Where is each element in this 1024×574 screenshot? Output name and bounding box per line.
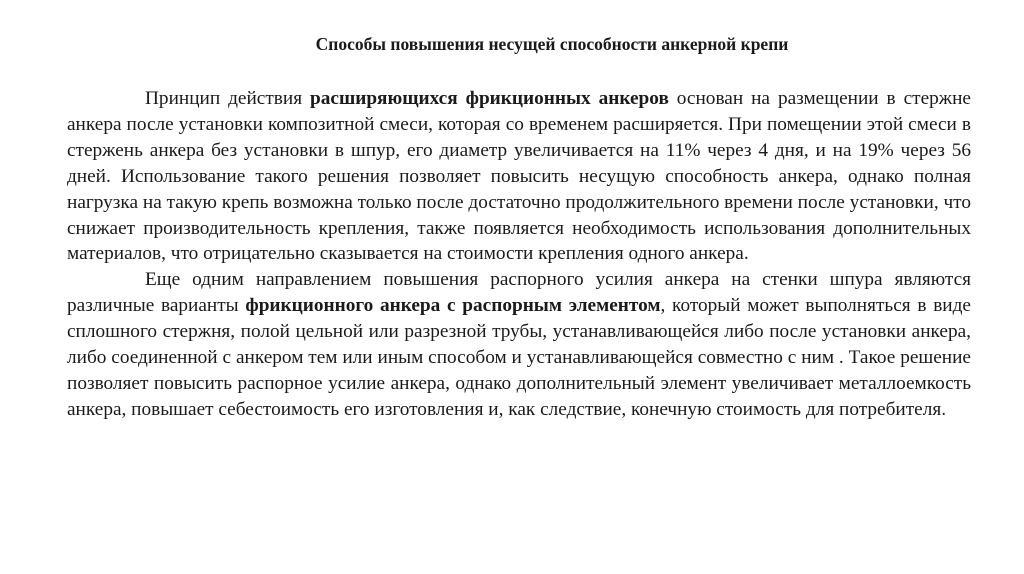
paragraph-1-text-end: основан на размещении в стержне анкера после установки композитной смеси, которая со временем расширяется. При помещении этой смеси в стержень анкера без установки в шпур, его диаметр увеличивается на 11% через 4 дня, и на 19% через 56 дней. Использование такого решения позволяет повысить несущую способность анкера, однако полная нагрузка на такую крепь возможна только после достаточно продолжительного времени после установки, что снижает производительность крепления, также появляется необходимость использования дополнительных материалов, что отрицательно сказывается на стоимости крепления одного анкера. — [67, 88, 971, 265]
paragraph-2-text-start: Еще одним направлением повышения распорного усилия анкера на стенки шпура являются различные варианты — [67, 269, 971, 317]
body-text — [67, 86, 971, 423]
paragraph-expanding-anchors — [67, 86, 971, 267]
paragraph-2-text-end: , который может выполняться в виде сплошного стержня, полой цельной или разрезной трубы, устанавливающейся либо после установки анкера, либо соединенной с анкером тем или иным способом и устанавливающейся совместно с ним . Такое решение позволяет повысить распорное усилие анкера, однако дополнительный элемент увеличивает металлоемкость анкера, повышает себестоимость его изготовления и, как следствие, конечную стоимость для потребителя. — [67, 295, 971, 420]
paragraph-spacer-element-anchors — [67, 267, 971, 422]
paragraph-2-bold-term: фрикционного анкера с распорным элементом — [245, 295, 661, 317]
paragraph-1-text-start: Принцип действия — [145, 88, 311, 109]
paragraph-1-bold-term: расширяющихся фрикционных анкеров — [310, 88, 669, 109]
slide-title: Способы повышения несущей способности анкерной крепи — [315, 34, 789, 54]
